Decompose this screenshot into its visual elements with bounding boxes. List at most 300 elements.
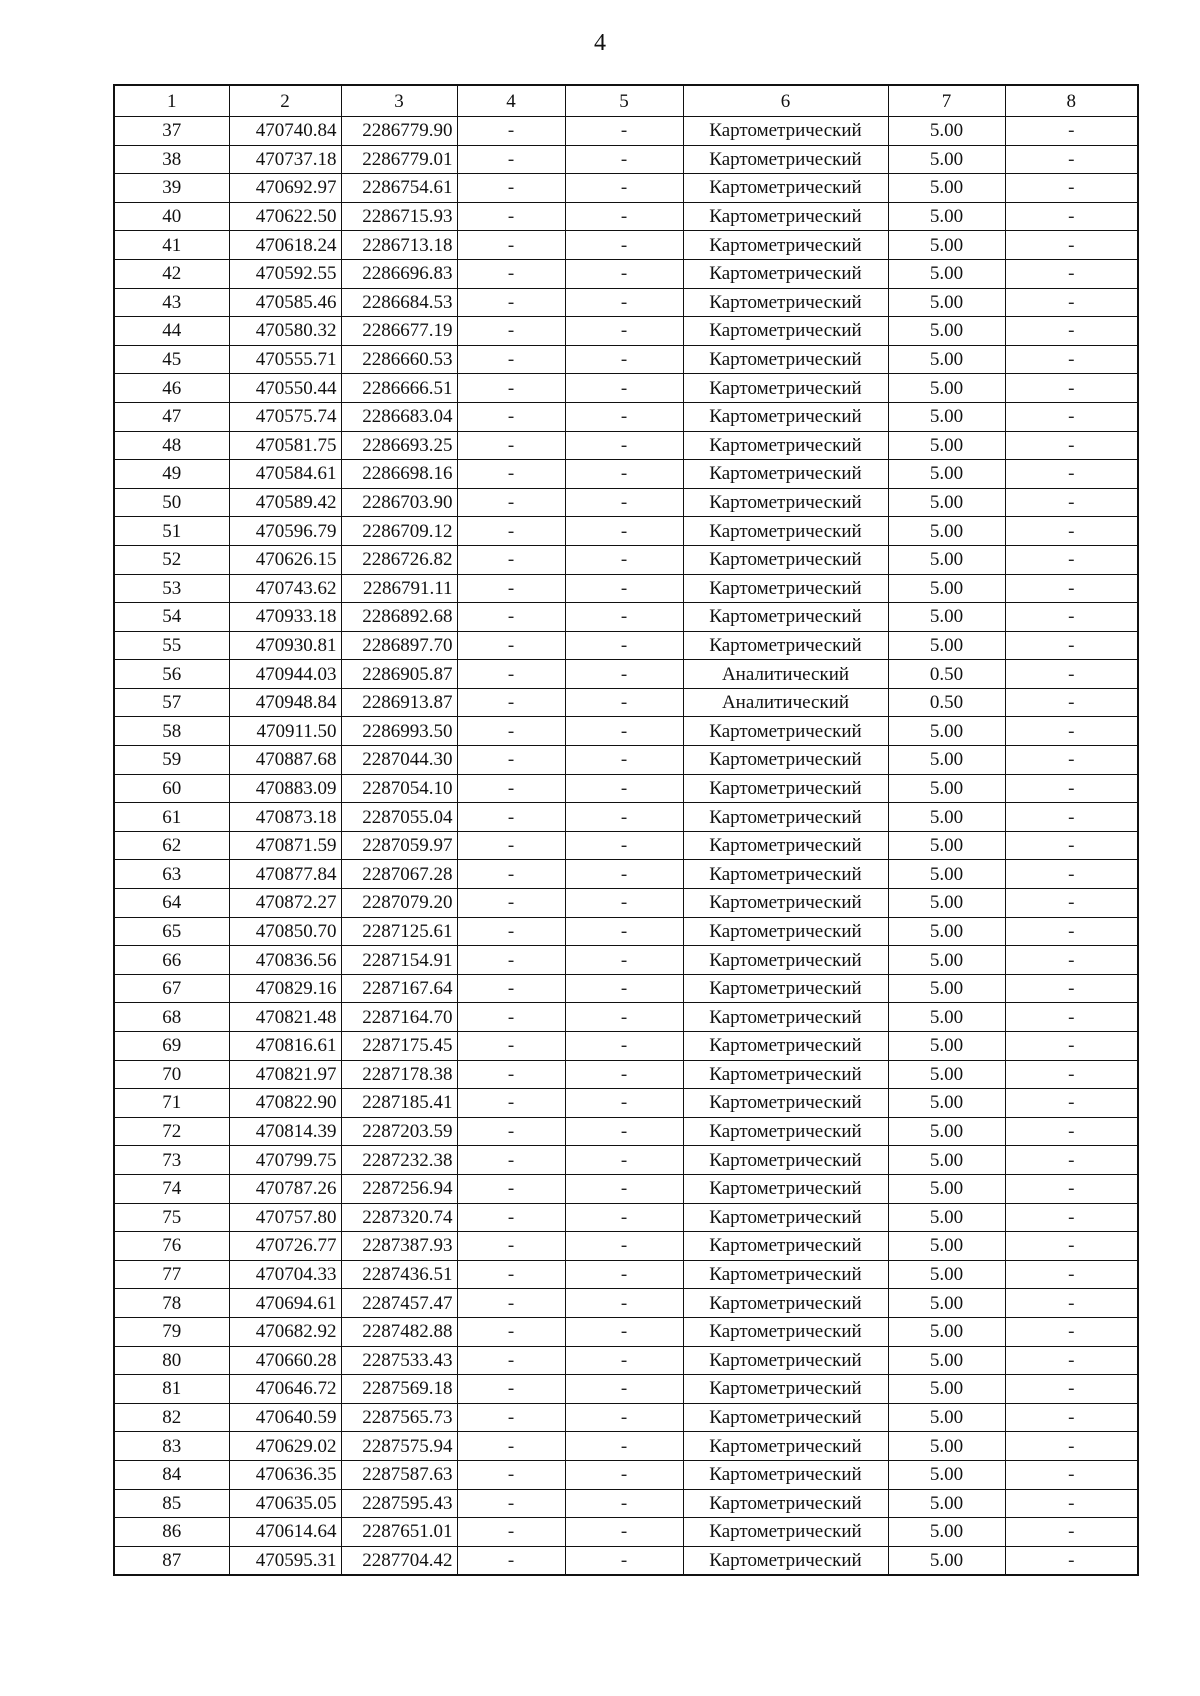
cell-col-8: - <box>1005 174 1138 203</box>
cell-col-4: - <box>457 1289 565 1318</box>
cell-col-8: - <box>1005 974 1138 1003</box>
column-header-8: 8 <box>1005 85 1138 117</box>
cell-col-4: - <box>457 1489 565 1518</box>
cell-col-8: - <box>1005 631 1138 660</box>
cell-method: Картометрический <box>683 1518 888 1547</box>
cell-method: Картометрический <box>683 946 888 975</box>
cell-col-5: - <box>565 402 683 431</box>
cell-point-number: 76 <box>114 1232 229 1261</box>
cell-point-number: 56 <box>114 660 229 689</box>
table-row <box>114 1432 1138 1461</box>
cell-point-number: 48 <box>114 431 229 460</box>
table-row <box>114 660 1138 689</box>
cell-x-coordinate: 470944.03 <box>229 660 341 689</box>
cell-col-4: - <box>457 402 565 431</box>
cell-accuracy: 5.00 <box>888 1174 1005 1203</box>
cell-y-coordinate: 2286779.90 <box>341 117 457 146</box>
cell-x-coordinate: 470592.55 <box>229 259 341 288</box>
cell-y-coordinate: 2286713.18 <box>341 231 457 260</box>
cell-col-4: - <box>457 231 565 260</box>
cell-y-coordinate: 2286698.16 <box>341 460 457 489</box>
cell-y-coordinate: 2286993.50 <box>341 717 457 746</box>
cell-col-5: - <box>565 1432 683 1461</box>
cell-x-coordinate: 470757.80 <box>229 1203 341 1232</box>
cell-x-coordinate: 470821.97 <box>229 1060 341 1089</box>
cell-point-number: 71 <box>114 1089 229 1118</box>
cell-col-8: - <box>1005 746 1138 775</box>
cell-col-5: - <box>565 145 683 174</box>
cell-col-4: - <box>457 1174 565 1203</box>
cell-col-5: - <box>565 1032 683 1061</box>
cell-point-number: 68 <box>114 1003 229 1032</box>
cell-y-coordinate: 2286715.93 <box>341 202 457 231</box>
cell-col-4: - <box>457 889 565 918</box>
cell-y-coordinate: 2286703.90 <box>341 488 457 517</box>
cell-x-coordinate: 470850.70 <box>229 917 341 946</box>
cell-method: Картометрический <box>683 145 888 174</box>
cell-accuracy: 5.00 <box>888 803 1005 832</box>
cell-col-8: - <box>1005 1260 1138 1289</box>
cell-col-4: - <box>457 1403 565 1432</box>
cell-method: Картометрический <box>683 1174 888 1203</box>
cell-method: Картометрический <box>683 746 888 775</box>
cell-col-4: - <box>457 831 565 860</box>
cell-col-5: - <box>565 317 683 346</box>
table-row <box>114 1089 1138 1118</box>
cell-x-coordinate: 470614.64 <box>229 1518 341 1547</box>
coordinates-table <box>113 84 1139 1576</box>
cell-y-coordinate: 2287569.18 <box>341 1375 457 1404</box>
cell-col-4: - <box>457 374 565 403</box>
cell-point-number: 69 <box>114 1032 229 1061</box>
cell-accuracy: 5.00 <box>888 145 1005 174</box>
cell-method: Картометрический <box>683 603 888 632</box>
cell-x-coordinate: 470585.46 <box>229 288 341 317</box>
table-row <box>114 202 1138 231</box>
cell-y-coordinate: 2286677.19 <box>341 317 457 346</box>
cell-accuracy: 5.00 <box>888 317 1005 346</box>
cell-col-4: - <box>457 946 565 975</box>
cell-accuracy: 5.00 <box>888 1089 1005 1118</box>
cell-col-8: - <box>1005 831 1138 860</box>
column-header-6: 6 <box>683 85 888 117</box>
cell-point-number: 61 <box>114 803 229 832</box>
cell-y-coordinate: 2286666.51 <box>341 374 457 403</box>
column-header-1: 1 <box>114 85 229 117</box>
cell-x-coordinate: 470640.59 <box>229 1403 341 1432</box>
cell-col-8: - <box>1005 460 1138 489</box>
cell-y-coordinate: 2287457.47 <box>341 1289 457 1318</box>
cell-method: Картометрический <box>683 1432 888 1461</box>
cell-x-coordinate: 470933.18 <box>229 603 341 632</box>
cell-x-coordinate: 470575.74 <box>229 402 341 431</box>
table-row <box>114 517 1138 546</box>
cell-y-coordinate: 2287565.73 <box>341 1403 457 1432</box>
cell-accuracy: 5.00 <box>888 1546 1005 1575</box>
cell-x-coordinate: 470595.31 <box>229 1546 341 1575</box>
cell-accuracy: 5.00 <box>888 1117 1005 1146</box>
cell-x-coordinate: 470816.61 <box>229 1032 341 1061</box>
cell-point-number: 58 <box>114 717 229 746</box>
cell-method: Картометрический <box>683 117 888 146</box>
cell-y-coordinate: 2287436.51 <box>341 1260 457 1289</box>
cell-col-8: - <box>1005 1060 1138 1089</box>
table-row <box>114 402 1138 431</box>
cell-col-4: - <box>457 803 565 832</box>
cell-accuracy: 5.00 <box>888 545 1005 574</box>
cell-method: Аналитический <box>683 688 888 717</box>
cell-col-8: - <box>1005 917 1138 946</box>
table-row <box>114 1060 1138 1089</box>
cell-col-5: - <box>565 1346 683 1375</box>
table-row <box>114 1289 1138 1318</box>
table-row <box>114 803 1138 832</box>
cell-col-5: - <box>565 488 683 517</box>
cell-accuracy: 5.00 <box>888 574 1005 603</box>
cell-accuracy: 5.00 <box>888 631 1005 660</box>
cell-col-5: - <box>565 174 683 203</box>
table-row <box>114 574 1138 603</box>
cell-y-coordinate: 2287125.61 <box>341 917 457 946</box>
cell-col-5: - <box>565 1518 683 1547</box>
cell-col-8: - <box>1005 803 1138 832</box>
cell-col-5: - <box>565 603 683 632</box>
cell-point-number: 65 <box>114 917 229 946</box>
cell-method: Картометрический <box>683 717 888 746</box>
cell-y-coordinate: 2286726.82 <box>341 545 457 574</box>
cell-point-number: 55 <box>114 631 229 660</box>
cell-accuracy: 5.00 <box>888 889 1005 918</box>
cell-point-number: 74 <box>114 1174 229 1203</box>
cell-col-4: - <box>457 860 565 889</box>
cell-col-4: - <box>457 1460 565 1489</box>
cell-accuracy: 5.00 <box>888 1289 1005 1318</box>
cell-col-8: - <box>1005 1460 1138 1489</box>
cell-x-coordinate: 470555.71 <box>229 345 341 374</box>
cell-method: Картометрический <box>683 231 888 260</box>
table-row <box>114 231 1138 260</box>
cell-col-8: - <box>1005 259 1138 288</box>
cell-y-coordinate: 2287575.94 <box>341 1432 457 1461</box>
table-row <box>114 946 1138 975</box>
cell-col-5: - <box>565 1117 683 1146</box>
cell-point-number: 80 <box>114 1346 229 1375</box>
cell-method: Картометрический <box>683 860 888 889</box>
cell-method: Картометрический <box>683 574 888 603</box>
table-row <box>114 117 1138 146</box>
cell-y-coordinate: 2286913.87 <box>341 688 457 717</box>
cell-y-coordinate: 2287651.01 <box>341 1518 457 1547</box>
table-row <box>114 774 1138 803</box>
cell-accuracy: 5.00 <box>888 1403 1005 1432</box>
cell-col-8: - <box>1005 1203 1138 1232</box>
cell-col-4: - <box>457 1232 565 1261</box>
cell-col-5: - <box>565 688 683 717</box>
cell-accuracy: 5.00 <box>888 288 1005 317</box>
cell-col-5: - <box>565 1289 683 1318</box>
table-row <box>114 1317 1138 1346</box>
cell-method: Аналитический <box>683 660 888 689</box>
cell-method: Картометрический <box>683 631 888 660</box>
cell-accuracy: 5.00 <box>888 517 1005 546</box>
cell-method: Картометрический <box>683 1260 888 1289</box>
cell-col-5: - <box>565 860 683 889</box>
cell-accuracy: 5.00 <box>888 1003 1005 1032</box>
cell-y-coordinate: 2287175.45 <box>341 1032 457 1061</box>
table-row <box>114 1546 1138 1575</box>
cell-accuracy: 5.00 <box>888 1232 1005 1261</box>
cell-col-5: - <box>565 1317 683 1346</box>
cell-col-5: - <box>565 746 683 775</box>
cell-x-coordinate: 470822.90 <box>229 1089 341 1118</box>
cell-y-coordinate: 2287320.74 <box>341 1203 457 1232</box>
cell-col-8: - <box>1005 1317 1138 1346</box>
table-row <box>114 1375 1138 1404</box>
cell-col-4: - <box>457 917 565 946</box>
cell-point-number: 72 <box>114 1117 229 1146</box>
cell-accuracy: 5.00 <box>888 974 1005 1003</box>
cell-accuracy: 5.00 <box>888 860 1005 889</box>
table-row <box>114 545 1138 574</box>
cell-col-4: - <box>457 631 565 660</box>
cell-col-8: - <box>1005 1289 1138 1318</box>
cell-col-8: - <box>1005 1432 1138 1461</box>
cell-point-number: 81 <box>114 1375 229 1404</box>
cell-col-4: - <box>457 317 565 346</box>
cell-col-4: - <box>457 259 565 288</box>
cell-accuracy: 5.00 <box>888 1375 1005 1404</box>
cell-col-5: - <box>565 202 683 231</box>
cell-accuracy: 5.00 <box>888 259 1005 288</box>
cell-point-number: 37 <box>114 117 229 146</box>
table-row <box>114 345 1138 374</box>
cell-x-coordinate: 470883.09 <box>229 774 341 803</box>
cell-col-8: - <box>1005 1032 1138 1061</box>
cell-col-4: - <box>457 717 565 746</box>
cell-y-coordinate: 2286660.53 <box>341 345 457 374</box>
cell-col-5: - <box>565 917 683 946</box>
column-header-3: 3 <box>341 85 457 117</box>
cell-point-number: 41 <box>114 231 229 260</box>
cell-method: Картометрический <box>683 1317 888 1346</box>
cell-y-coordinate: 2287154.91 <box>341 946 457 975</box>
cell-method: Картометрический <box>683 317 888 346</box>
cell-point-number: 54 <box>114 603 229 632</box>
cell-x-coordinate: 470646.72 <box>229 1375 341 1404</box>
cell-accuracy: 5.00 <box>888 1518 1005 1547</box>
cell-accuracy: 0.50 <box>888 660 1005 689</box>
cell-x-coordinate: 470550.44 <box>229 374 341 403</box>
cell-col-5: - <box>565 1375 683 1404</box>
cell-col-8: - <box>1005 717 1138 746</box>
cell-col-5: - <box>565 1060 683 1089</box>
cell-col-4: - <box>457 1432 565 1461</box>
cell-col-4: - <box>457 1317 565 1346</box>
cell-x-coordinate: 470877.84 <box>229 860 341 889</box>
cell-x-coordinate: 470589.42 <box>229 488 341 517</box>
cell-col-5: - <box>565 1460 683 1489</box>
cell-y-coordinate: 2287054.10 <box>341 774 457 803</box>
cell-col-8: - <box>1005 860 1138 889</box>
table-row <box>114 631 1138 660</box>
cell-col-8: - <box>1005 431 1138 460</box>
table-row <box>114 688 1138 717</box>
cell-col-5: - <box>565 517 683 546</box>
cell-point-number: 66 <box>114 946 229 975</box>
cell-col-8: - <box>1005 317 1138 346</box>
cell-point-number: 67 <box>114 974 229 1003</box>
page-number: 4 <box>594 30 606 56</box>
table-row <box>114 831 1138 860</box>
cell-y-coordinate: 2287256.94 <box>341 1174 457 1203</box>
cell-y-coordinate: 2286779.01 <box>341 145 457 174</box>
table-row <box>114 1117 1138 1146</box>
cell-col-8: - <box>1005 660 1138 689</box>
cell-col-5: - <box>565 946 683 975</box>
cell-point-number: 78 <box>114 1289 229 1318</box>
cell-accuracy: 5.00 <box>888 1060 1005 1089</box>
cell-col-8: - <box>1005 1375 1138 1404</box>
cell-col-8: - <box>1005 946 1138 975</box>
cell-point-number: 44 <box>114 317 229 346</box>
cell-x-coordinate: 470799.75 <box>229 1146 341 1175</box>
cell-y-coordinate: 2286693.25 <box>341 431 457 460</box>
cell-x-coordinate: 470872.27 <box>229 889 341 918</box>
cell-method: Картометрический <box>683 202 888 231</box>
cell-y-coordinate: 2287704.42 <box>341 1546 457 1575</box>
cell-point-number: 84 <box>114 1460 229 1489</box>
cell-y-coordinate: 2287164.70 <box>341 1003 457 1032</box>
cell-point-number: 60 <box>114 774 229 803</box>
cell-col-8: - <box>1005 345 1138 374</box>
cell-y-coordinate: 2287044.30 <box>341 746 457 775</box>
cell-method: Картометрический <box>683 288 888 317</box>
cell-col-5: - <box>565 889 683 918</box>
cell-point-number: 49 <box>114 460 229 489</box>
cell-x-coordinate: 470636.35 <box>229 1460 341 1489</box>
cell-y-coordinate: 2287055.04 <box>341 803 457 832</box>
cell-point-number: 77 <box>114 1260 229 1289</box>
table-row <box>114 746 1138 775</box>
cell-accuracy: 5.00 <box>888 831 1005 860</box>
cell-accuracy: 5.00 <box>888 774 1005 803</box>
table-row <box>114 431 1138 460</box>
cell-method: Картометрический <box>683 1232 888 1261</box>
cell-col-8: - <box>1005 574 1138 603</box>
cell-method: Картометрический <box>683 1060 888 1089</box>
cell-col-8: - <box>1005 288 1138 317</box>
cell-point-number: 47 <box>114 402 229 431</box>
cell-y-coordinate: 2286791.11 <box>341 574 457 603</box>
cell-y-coordinate: 2287167.64 <box>341 974 457 1003</box>
cell-method: Картометрический <box>683 1146 888 1175</box>
cell-col-4: - <box>457 603 565 632</box>
cell-col-4: - <box>457 517 565 546</box>
cell-y-coordinate: 2287079.20 <box>341 889 457 918</box>
cell-x-coordinate: 470581.75 <box>229 431 341 460</box>
cell-accuracy: 5.00 <box>888 117 1005 146</box>
cell-col-8: - <box>1005 1232 1138 1261</box>
cell-method: Картометрический <box>683 174 888 203</box>
cell-y-coordinate: 2286892.68 <box>341 603 457 632</box>
cell-col-4: - <box>457 574 565 603</box>
cell-col-5: - <box>565 1174 683 1203</box>
table-row <box>114 1460 1138 1489</box>
cell-method: Картометрический <box>683 1489 888 1518</box>
cell-accuracy: 5.00 <box>888 917 1005 946</box>
cell-col-5: - <box>565 345 683 374</box>
cell-col-5: - <box>565 259 683 288</box>
column-header-2: 2 <box>229 85 341 117</box>
cell-col-8: - <box>1005 402 1138 431</box>
cell-col-4: - <box>457 660 565 689</box>
cell-col-8: - <box>1005 1089 1138 1118</box>
cell-col-5: - <box>565 1203 683 1232</box>
cell-col-8: - <box>1005 488 1138 517</box>
cell-point-number: 42 <box>114 259 229 288</box>
table-row <box>114 317 1138 346</box>
cell-x-coordinate: 470911.50 <box>229 717 341 746</box>
cell-accuracy: 5.00 <box>888 231 1005 260</box>
cell-accuracy: 5.00 <box>888 717 1005 746</box>
cell-col-5: - <box>565 231 683 260</box>
table-row <box>114 1346 1138 1375</box>
cell-y-coordinate: 2287387.93 <box>341 1232 457 1261</box>
cell-point-number: 59 <box>114 746 229 775</box>
table-row <box>114 1032 1138 1061</box>
cell-method: Картометрический <box>683 1089 888 1118</box>
cell-y-coordinate: 2287067.28 <box>341 860 457 889</box>
cell-col-4: - <box>457 1518 565 1547</box>
cell-point-number: 52 <box>114 545 229 574</box>
table-row <box>114 974 1138 1003</box>
cell-method: Картометрический <box>683 1032 888 1061</box>
cell-point-number: 82 <box>114 1403 229 1432</box>
cell-col-5: - <box>565 1260 683 1289</box>
cell-y-coordinate: 2287587.63 <box>341 1460 457 1489</box>
table-row <box>114 288 1138 317</box>
cell-col-5: - <box>565 831 683 860</box>
cell-col-4: - <box>457 746 565 775</box>
cell-col-8: - <box>1005 1403 1138 1432</box>
table-row <box>114 603 1138 632</box>
table-row <box>114 1260 1138 1289</box>
cell-x-coordinate: 470887.68 <box>229 746 341 775</box>
cell-x-coordinate: 470740.84 <box>229 117 341 146</box>
cell-accuracy: 5.00 <box>888 488 1005 517</box>
cell-method: Картометрический <box>683 1003 888 1032</box>
cell-x-coordinate: 470622.50 <box>229 202 341 231</box>
cell-method: Картометрический <box>683 1289 888 1318</box>
cell-x-coordinate: 470948.84 <box>229 688 341 717</box>
cell-x-coordinate: 470836.56 <box>229 946 341 975</box>
cell-col-5: - <box>565 631 683 660</box>
cell-col-8: - <box>1005 145 1138 174</box>
table-row <box>114 1203 1138 1232</box>
cell-col-4: - <box>457 1260 565 1289</box>
table-row <box>114 889 1138 918</box>
cell-col-5: - <box>565 1403 683 1432</box>
cell-accuracy: 5.00 <box>888 460 1005 489</box>
cell-y-coordinate: 2287203.59 <box>341 1117 457 1146</box>
cell-col-4: - <box>457 460 565 489</box>
cell-y-coordinate: 2287178.38 <box>341 1060 457 1089</box>
cell-y-coordinate: 2287059.97 <box>341 831 457 860</box>
cell-accuracy: 5.00 <box>888 1489 1005 1518</box>
cell-x-coordinate: 470580.32 <box>229 317 341 346</box>
cell-accuracy: 5.00 <box>888 202 1005 231</box>
cell-col-4: - <box>457 1146 565 1175</box>
